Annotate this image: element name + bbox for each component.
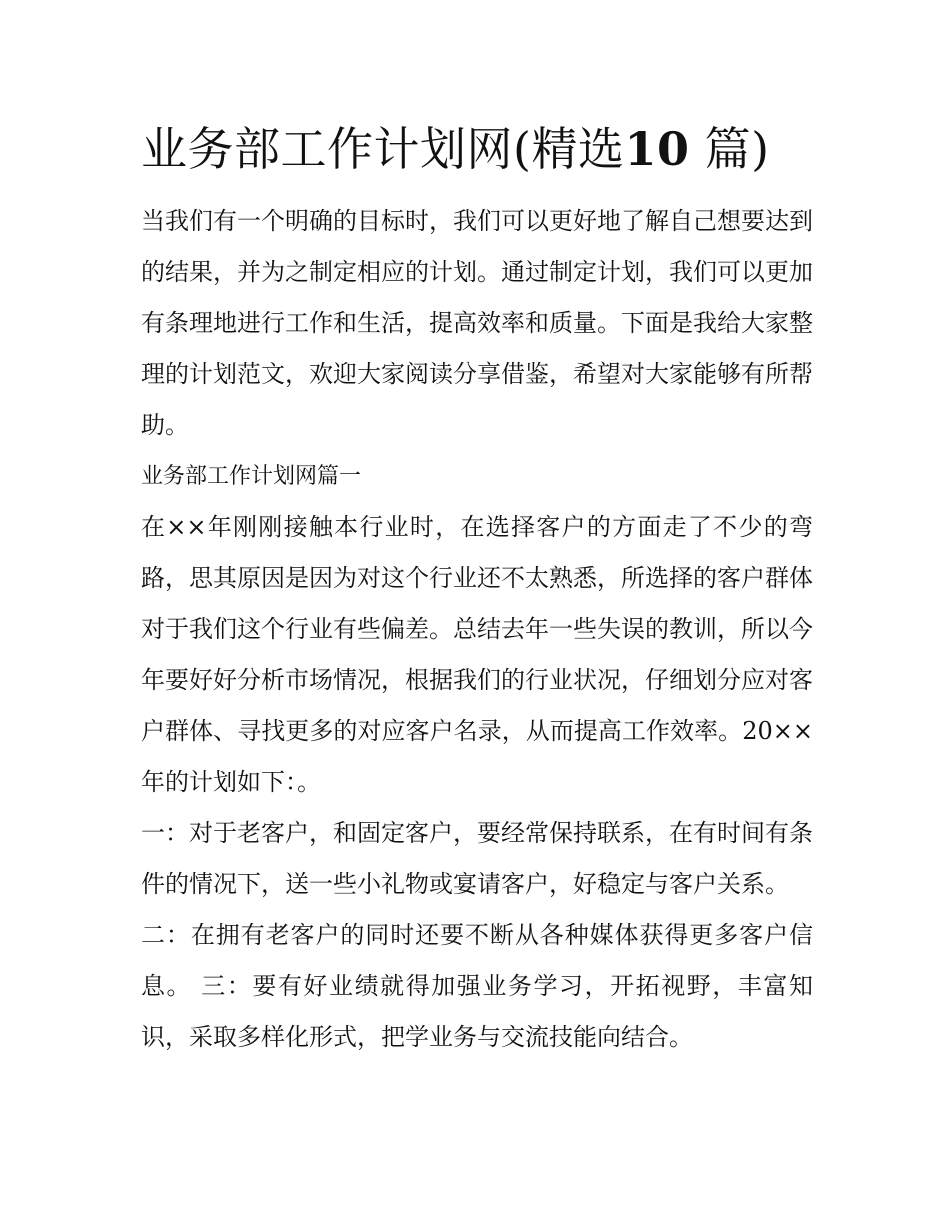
title-spacer xyxy=(141,180,813,196)
intro-paragraph: 当我们有一个明确的目标时，我们可以更好地了解自己想要达到的结果，并为之制定相应的计划。通过制定计划，我们可以更加有条理地进行工作和生活，提高效率和质量。下面是我给大家整理的计划范文，欢迎大家阅读分享借鉴，希望对大家能够有所帮助。 xyxy=(141,207,813,439)
document-title: 业务部工作计划网(精选10 篇) xyxy=(141,122,770,176)
section-heading: 业务部工作计划网篇一 xyxy=(141,464,362,489)
document-body xyxy=(141,118,813,1063)
body-paragraph: 在××年刚刚接触本行业时，在选择客户的方面走了不少的弯路，思其原因是因为对这个行业还不太熟悉，所选择的客户群体对于我们这个行业有些偏差。总结去年一些失误的教训，所以今年要好好分析市场情况，根据我们的行业状况，仔细划分应对客户群体、寻找更多的对应客户名录，从而提高工作效率。20××年的计划如下：。 xyxy=(141,513,813,796)
list-item-1: 一：对于老客户，和固定客户，要经常保持联系，在有时间有条件的情况下，送一些小礼物或宴请客户，好稳定与客户关系。 xyxy=(141,819,813,898)
list-item-2: 二：在拥有老客户的同时还要不断从各种媒体获得更多客户信息。 三：要有好业绩就得加强业务学习，开拓视野，丰富知识，采取多样化形式，把学业务与交流技能向结合。 xyxy=(141,921,813,1051)
title-number: 10 xyxy=(624,122,690,176)
